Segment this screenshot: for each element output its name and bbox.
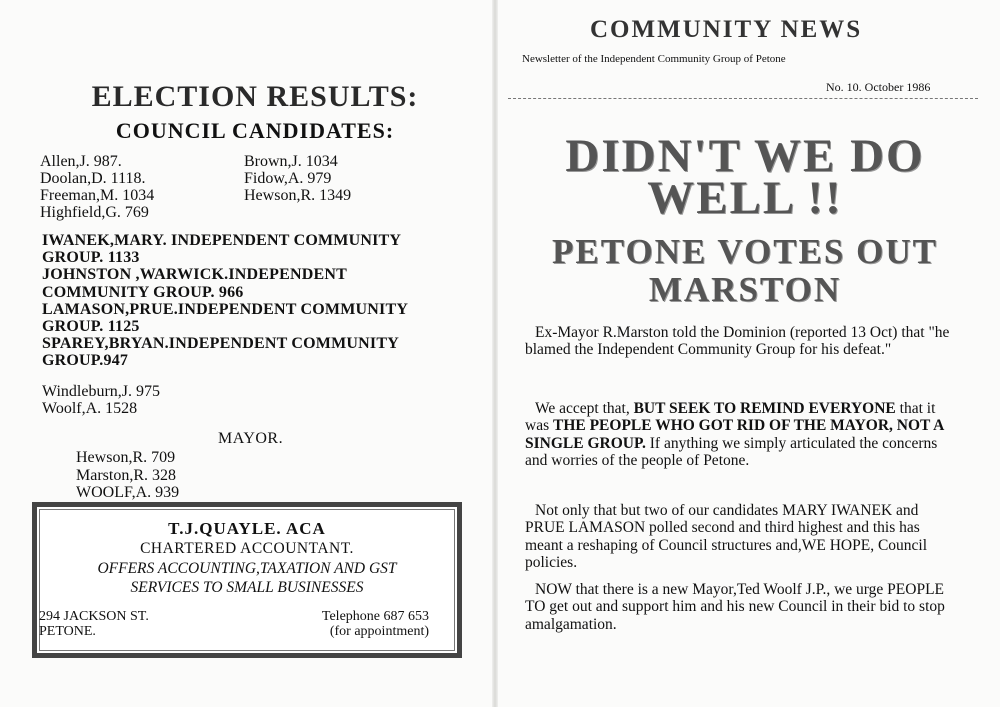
candidate-entry: Windleburn,J. 975 [42,383,161,400]
newsletter-masthead: COMMUNITY NEWS [590,16,863,43]
ad-address [39,609,149,639]
accountant-advertisement [32,502,462,658]
emphasis-text: THE PEOPLE WHO GOT RID OF THE MAYOR, NOT A SINGLE GROUP. [525,417,944,452]
issue-number: No. 10. October 1986 [826,80,931,94]
ad-name: T.J.QUAYLE. ACA [168,519,326,538]
masthead-divider [508,98,978,99]
headline-line-2: WELL !! [647,172,843,224]
group-candidate-line: GROUP. 1125 [42,318,140,336]
article-paragraph-1 [525,324,955,359]
ad-role: CHARTERED ACCOUNTANT. [140,540,354,557]
paragraph-text: Not only that but two of our candidates MARY IWANEK and PRUE LAMASON polled second and third highest and this has meant a reshaping of Council structures and,WE HOPE, Council policies. [525,502,928,572]
ad-address-line: 294 JACKSON ST. [39,609,149,624]
candidate-entry: Doolan,D. 1118. [40,170,146,187]
election-results-title: ELECTION RESULTS: [91,80,419,113]
article-paragraph-2 [525,400,955,470]
paragraph-text: that it was [525,400,936,435]
group-candidate-line: COMMUNITY GROUP. 966 [42,283,244,301]
candidates-column-2 [244,153,351,204]
group-candidate-line: IWANEK,MARY. INDEPENDENT COMMUNITY [42,232,402,249]
candidate-entry: Brown,J. 1034 [244,153,338,170]
candidate-entry: Freeman,M. 1034 [40,187,155,204]
paragraph-text: Ex-Mayor R.Marston told the Dominion (reported 13 Oct) that "he blamed the Independent Community Group for his defeat." [525,324,950,359]
mayor-heading: MAYOR. [218,430,284,447]
page-fold [492,0,498,707]
mayor-entry: Hewson,R. 709 [76,449,176,466]
candidates-column-1 [40,153,154,221]
ad-phone-line: Telephone 687 653 [321,609,429,624]
headline-line-3: PETONE VOTES OUT [552,232,938,271]
newsletter-subtitle: Newsletter of the Independent Community Group of Petone [522,53,786,65]
candidate-entry: Hewson,R. 1349 [244,187,352,204]
emphasis-text: BUT SEEK TO REMIND EVERYONE [633,400,896,417]
mayor-entry: WOOLF,A. 939 [76,484,180,501]
paragraph-text: If anything we simply articulated the concerns and worries of the people of Petone. [525,434,938,470]
other-candidates-list [42,383,160,417]
paragraph-text: NOW that there is a new Mayor,Ted Woolf J.P., we urge PEOPLE TO get out and support him and his new Council in their bid to stop amalgamation. [525,581,945,633]
council-candidates-heading: COUNCIL CANDIDATES: [115,118,395,143]
ad-offer [37,559,457,597]
group-candidate-line: SPAREY,BRYAN.INDEPENDENT COMMUNITY [42,335,399,353]
ad-address-line: PETONE. [39,624,96,639]
candidate-entry: Fidow,A. 979 [244,170,332,187]
article-paragraph-3 [525,502,955,572]
ad-telephone [322,609,429,639]
mayor-results-list [76,449,179,502]
headline-line-4: MARSTON [648,270,842,309]
group-candidates-list [42,232,422,370]
group-candidate-line: GROUP.947 [42,352,129,370]
paragraph-text: We accept that, [535,400,634,417]
ad-offer-line: OFFERS ACCOUNTING,TAXATION AND GST [97,560,397,577]
headline-line-1: DIDN'T WE DO [565,130,925,182]
candidate-entry: Woolf,A. 1528 [42,400,138,417]
article-paragraph-4 [525,581,955,633]
group-candidate-line: LAMASON,PRUE.INDEPENDENT COMMUNITY [42,300,409,318]
candidate-entry: Highfield,G. 769 [40,204,149,221]
ad-phone-line: (for appointment) [329,624,429,639]
group-candidate-line: JOHNSTON ,WARWICK.INDEPENDENT [42,266,347,284]
mayor-entry: Marston,R. 328 [76,466,176,484]
ad-offer-line: SERVICES TO SMALL BUSINESSES [130,579,364,596]
candidate-entry: Allen,J. 987. [40,153,122,170]
group-candidate-line: GROUP. 1133 [42,249,140,267]
